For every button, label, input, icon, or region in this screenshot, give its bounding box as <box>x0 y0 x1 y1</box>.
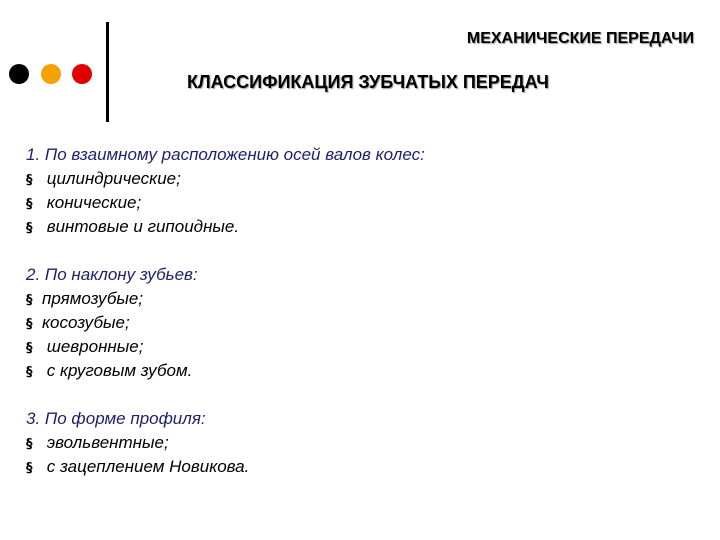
list-item-text: шевронные; <box>42 337 144 356</box>
header-title: МЕХАНИЧЕСКИЕ ПЕРЕДАЧИ <box>466 30 694 47</box>
slide-title: КЛАССИФИКАЦИЯ ЗУБЧАТЫХ ПЕРЕДАЧ <box>187 72 549 92</box>
bullet-icon: § <box>26 197 33 212</box>
section-teeth-incline <box>26 263 706 383</box>
list-item <box>26 167 706 191</box>
bullet-icon: § <box>26 341 33 356</box>
section-profile-form <box>26 407 706 479</box>
classification-list <box>26 143 706 479</box>
list-item-text: эвольвентные; <box>42 433 169 452</box>
list-item-text: косозубые; <box>42 313 130 332</box>
list-item <box>26 455 706 479</box>
list-item-text: цилиндрические; <box>42 169 181 188</box>
decor-dot-orange <box>41 64 61 84</box>
bullet-icon: § <box>26 221 33 236</box>
list-item-text: конические; <box>42 193 142 212</box>
list-item-text: прямозубые; <box>42 289 144 308</box>
list-item <box>26 287 706 311</box>
bullet-icon: § <box>26 173 33 188</box>
bullet-icon: § <box>26 461 33 476</box>
bullet-icon: § <box>26 317 33 332</box>
list-item <box>26 215 706 239</box>
list-item <box>26 311 706 335</box>
bullet-icon: § <box>26 293 33 308</box>
list-item-text: винтовые и гипоидные. <box>42 217 240 236</box>
bullet-icon: § <box>26 365 33 380</box>
list-item <box>26 335 706 359</box>
bullet-icon: § <box>26 437 33 452</box>
decor-dot-red <box>72 64 92 84</box>
list-item <box>26 359 706 383</box>
list-item-text: с зацеплением Новикова. <box>42 457 250 476</box>
list-item <box>26 431 706 455</box>
list-item <box>26 191 706 215</box>
list-item-text: с круговым зубом. <box>42 361 193 380</box>
section-heading: 1. По взаимному расположению осей валов колес: <box>26 145 425 164</box>
divider-line <box>106 22 109 122</box>
section-axes <box>26 143 706 239</box>
section-heading: 3. По форме профиля: <box>26 409 206 428</box>
section-heading: 2. По наклону зубьев: <box>26 265 198 284</box>
decor-dot-black <box>9 64 29 84</box>
